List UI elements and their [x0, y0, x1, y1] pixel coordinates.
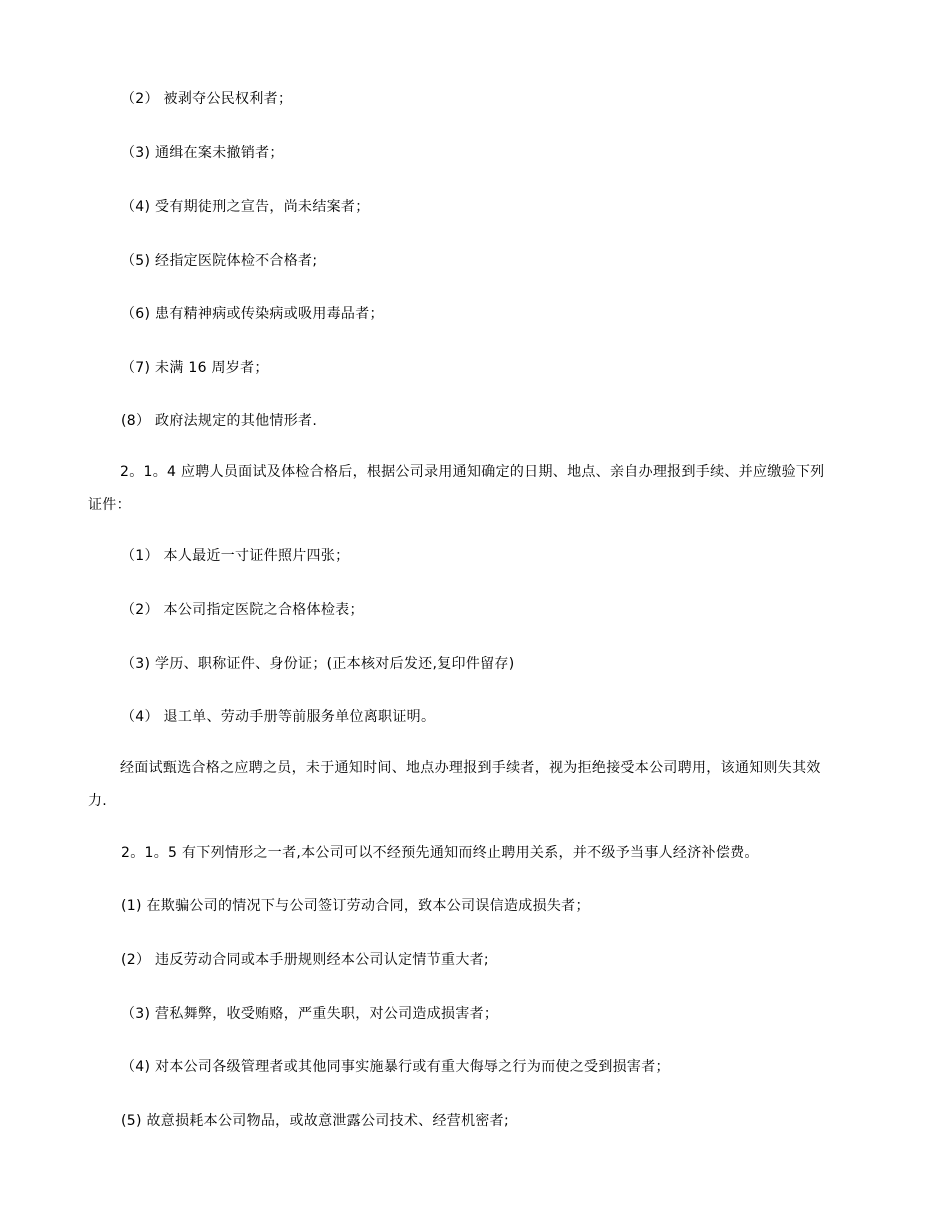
list-item-illness: （6) 患有精神病或传染病或吸用毒品者；: [121, 306, 384, 322]
paragraph-2-1-5: 2。1。5 有下列情形之一者,本公司可以不经预先通知而终止聘用关系，并不级予当事人经济补偿费。: [121, 845, 759, 861]
list-item-certificates: （3) 学历、职称证件、身份证；(正本核对后发还,复印件留存): [121, 656, 515, 672]
list-item-leave-proof: （4） 退工单、劳动手册等前服务单位离职证明。: [121, 709, 436, 725]
list-item-violence: （4) 对本公司各级管理者或其他同事实施暴行或有重大侮辱之行为而使之受到损害者；: [121, 1059, 670, 1075]
list-item-other-law: (8） 政府法规定的其他情形者.: [121, 413, 318, 429]
list-item-misconduct: （3) 营私舞弊，收受贿赂，严重失职，对公司造成损害者；: [121, 1006, 499, 1022]
list-item-health-form: （2） 本公司指定医院之合格体检表；: [121, 602, 364, 618]
list-item-failed-exam: （5) 经指定医院体检不合格者;: [121, 253, 318, 269]
list-item-damage-leak: (5) 故意损耗本公司物品，或故意泄露公司技术、经营机密者;: [121, 1113, 509, 1129]
list-item-wanted: （3) 通缉在案未撤销者；: [121, 145, 284, 161]
list-item-fraud: (1) 在欺骗公司的情况下与公司签订劳动合同，致本公司误信造成损失者；: [121, 898, 590, 914]
list-item-deprived-rights: （2） 被剥夺公民权利者；: [121, 91, 293, 107]
paragraph-no-show: 经面试甄选合格之应聘之员，未于通知时间、地点办理报到手续者，视为拒绝接受本公司聘用，该通知则失其效力.: [88, 760, 821, 809]
list-item-photos: （1） 本人最近一寸证件照片四张；: [121, 548, 350, 564]
list-item-sentenced: （4) 受有期徒刑之宣告，尚未结案者；: [121, 199, 370, 215]
paragraph-2-1-4: 2。1。4 应聘人员面试及体检合格后，根据公司录用通知确定的日期、地点、亲自办理报到手续、并应缴验下列证件：: [88, 464, 825, 513]
list-item-under-16: （7) 未满 16 周岁者；: [121, 360, 269, 376]
list-item-contract-violation: (2） 违反劳动合同或本手册规则经本公司认定情节重大者;: [121, 952, 489, 968]
